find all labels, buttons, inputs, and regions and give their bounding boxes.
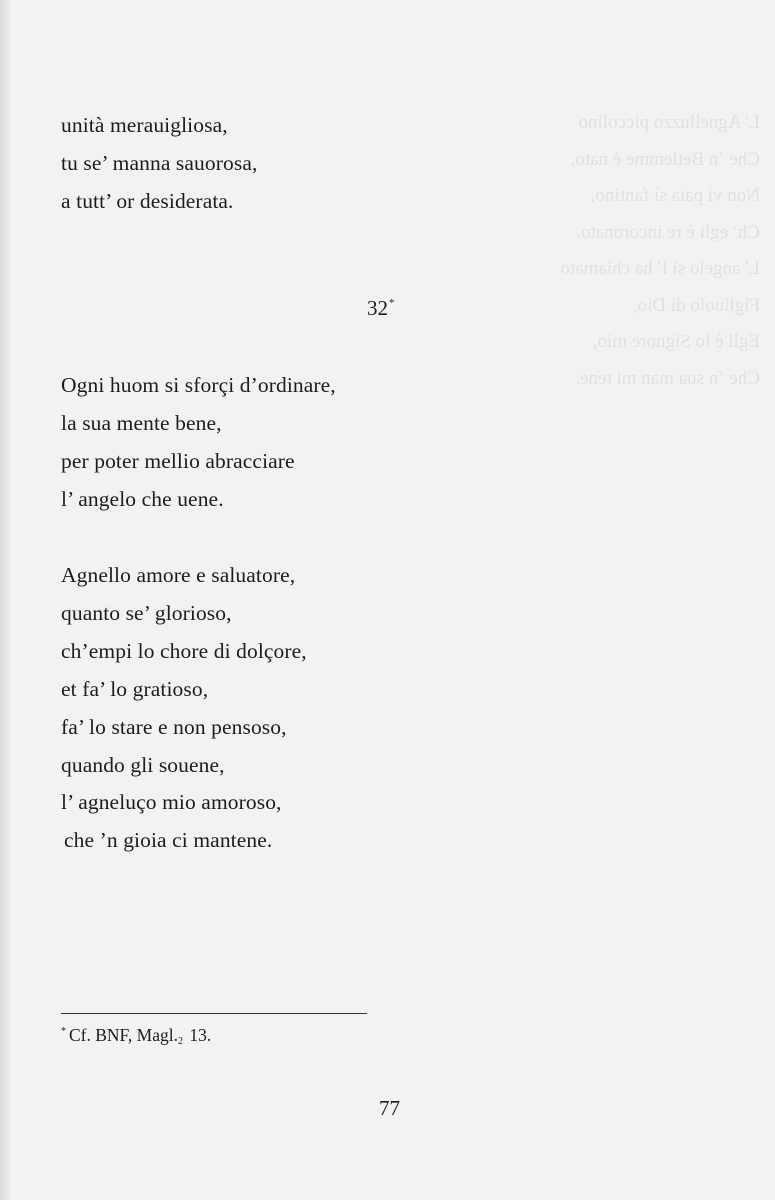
- verse-line: a tutt’ or desiderata.: [61, 188, 234, 213]
- show-through-text: [440, 105, 760, 397]
- verse-line: che ’n gioia ci mantene.: [64, 828, 273, 853]
- verse-line: la sua mente bene,: [61, 410, 222, 435]
- verse-line: l’ angelo che uene.: [61, 486, 224, 511]
- verse-line: ch’empi lo chore di dolçore,: [61, 638, 307, 663]
- show-through-line: L’ Agnelluzzo piccolino: [578, 112, 760, 133]
- verse-line: quando gli souene,: [61, 752, 225, 777]
- footnote-rule: [61, 1013, 367, 1014]
- show-through-line: L’ angelo sì l’ ha chiamato: [560, 258, 760, 279]
- verse-line: Agnello amore e saluatore,: [61, 563, 296, 587]
- verse-line: fa’ lo stare e non pensoso,: [61, 714, 287, 739]
- stanza-c: [61, 557, 307, 860]
- verse-line: tu se’ manna sauorosa,: [61, 150, 258, 175]
- poem-number-footnote-mark: *: [389, 297, 395, 309]
- verse-line: et fa’ lo gratioso,: [61, 676, 209, 701]
- show-through-line: Non vi paia sì fantino,: [590, 185, 760, 206]
- show-through-line: Egli è lo Signore mio,: [592, 331, 760, 352]
- show-through-line: Ch’ egli è re incoronato.: [576, 221, 760, 243]
- footnote-text: Cf. BNF, Magl.: [69, 1025, 178, 1045]
- page-number: 77: [379, 1096, 400, 1120]
- show-through-line: Che ’n sua man mi tene.: [575, 367, 760, 389]
- verse-line: l’ agneluço mio amoroso,: [61, 790, 282, 815]
- verse-line: per poter mellio abracciare: [61, 448, 295, 473]
- verse-line: unità merauigliosa,: [61, 113, 228, 137]
- footnote: [61, 1025, 211, 1047]
- footnote-mark: *: [61, 1026, 66, 1037]
- poem-number: [367, 296, 395, 321]
- footnote-suffix: 13.: [184, 1025, 212, 1045]
- show-through-line: Che ’n Betlemme è nato,: [570, 148, 760, 170]
- verse-line: Ogni huom si sforçi d’ordinare,: [61, 373, 336, 397]
- page-edge-shadow: [0, 0, 12, 1200]
- stanza-b: [61, 367, 336, 519]
- poem-number-value: 32: [367, 296, 388, 320]
- verse-line: quanto se’ glorioso,: [61, 600, 232, 625]
- footnote-subscript: 2: [177, 1036, 183, 1047]
- show-through-line: Figliuolo di Dio,: [632, 294, 760, 316]
- stanza-a: [61, 107, 257, 221]
